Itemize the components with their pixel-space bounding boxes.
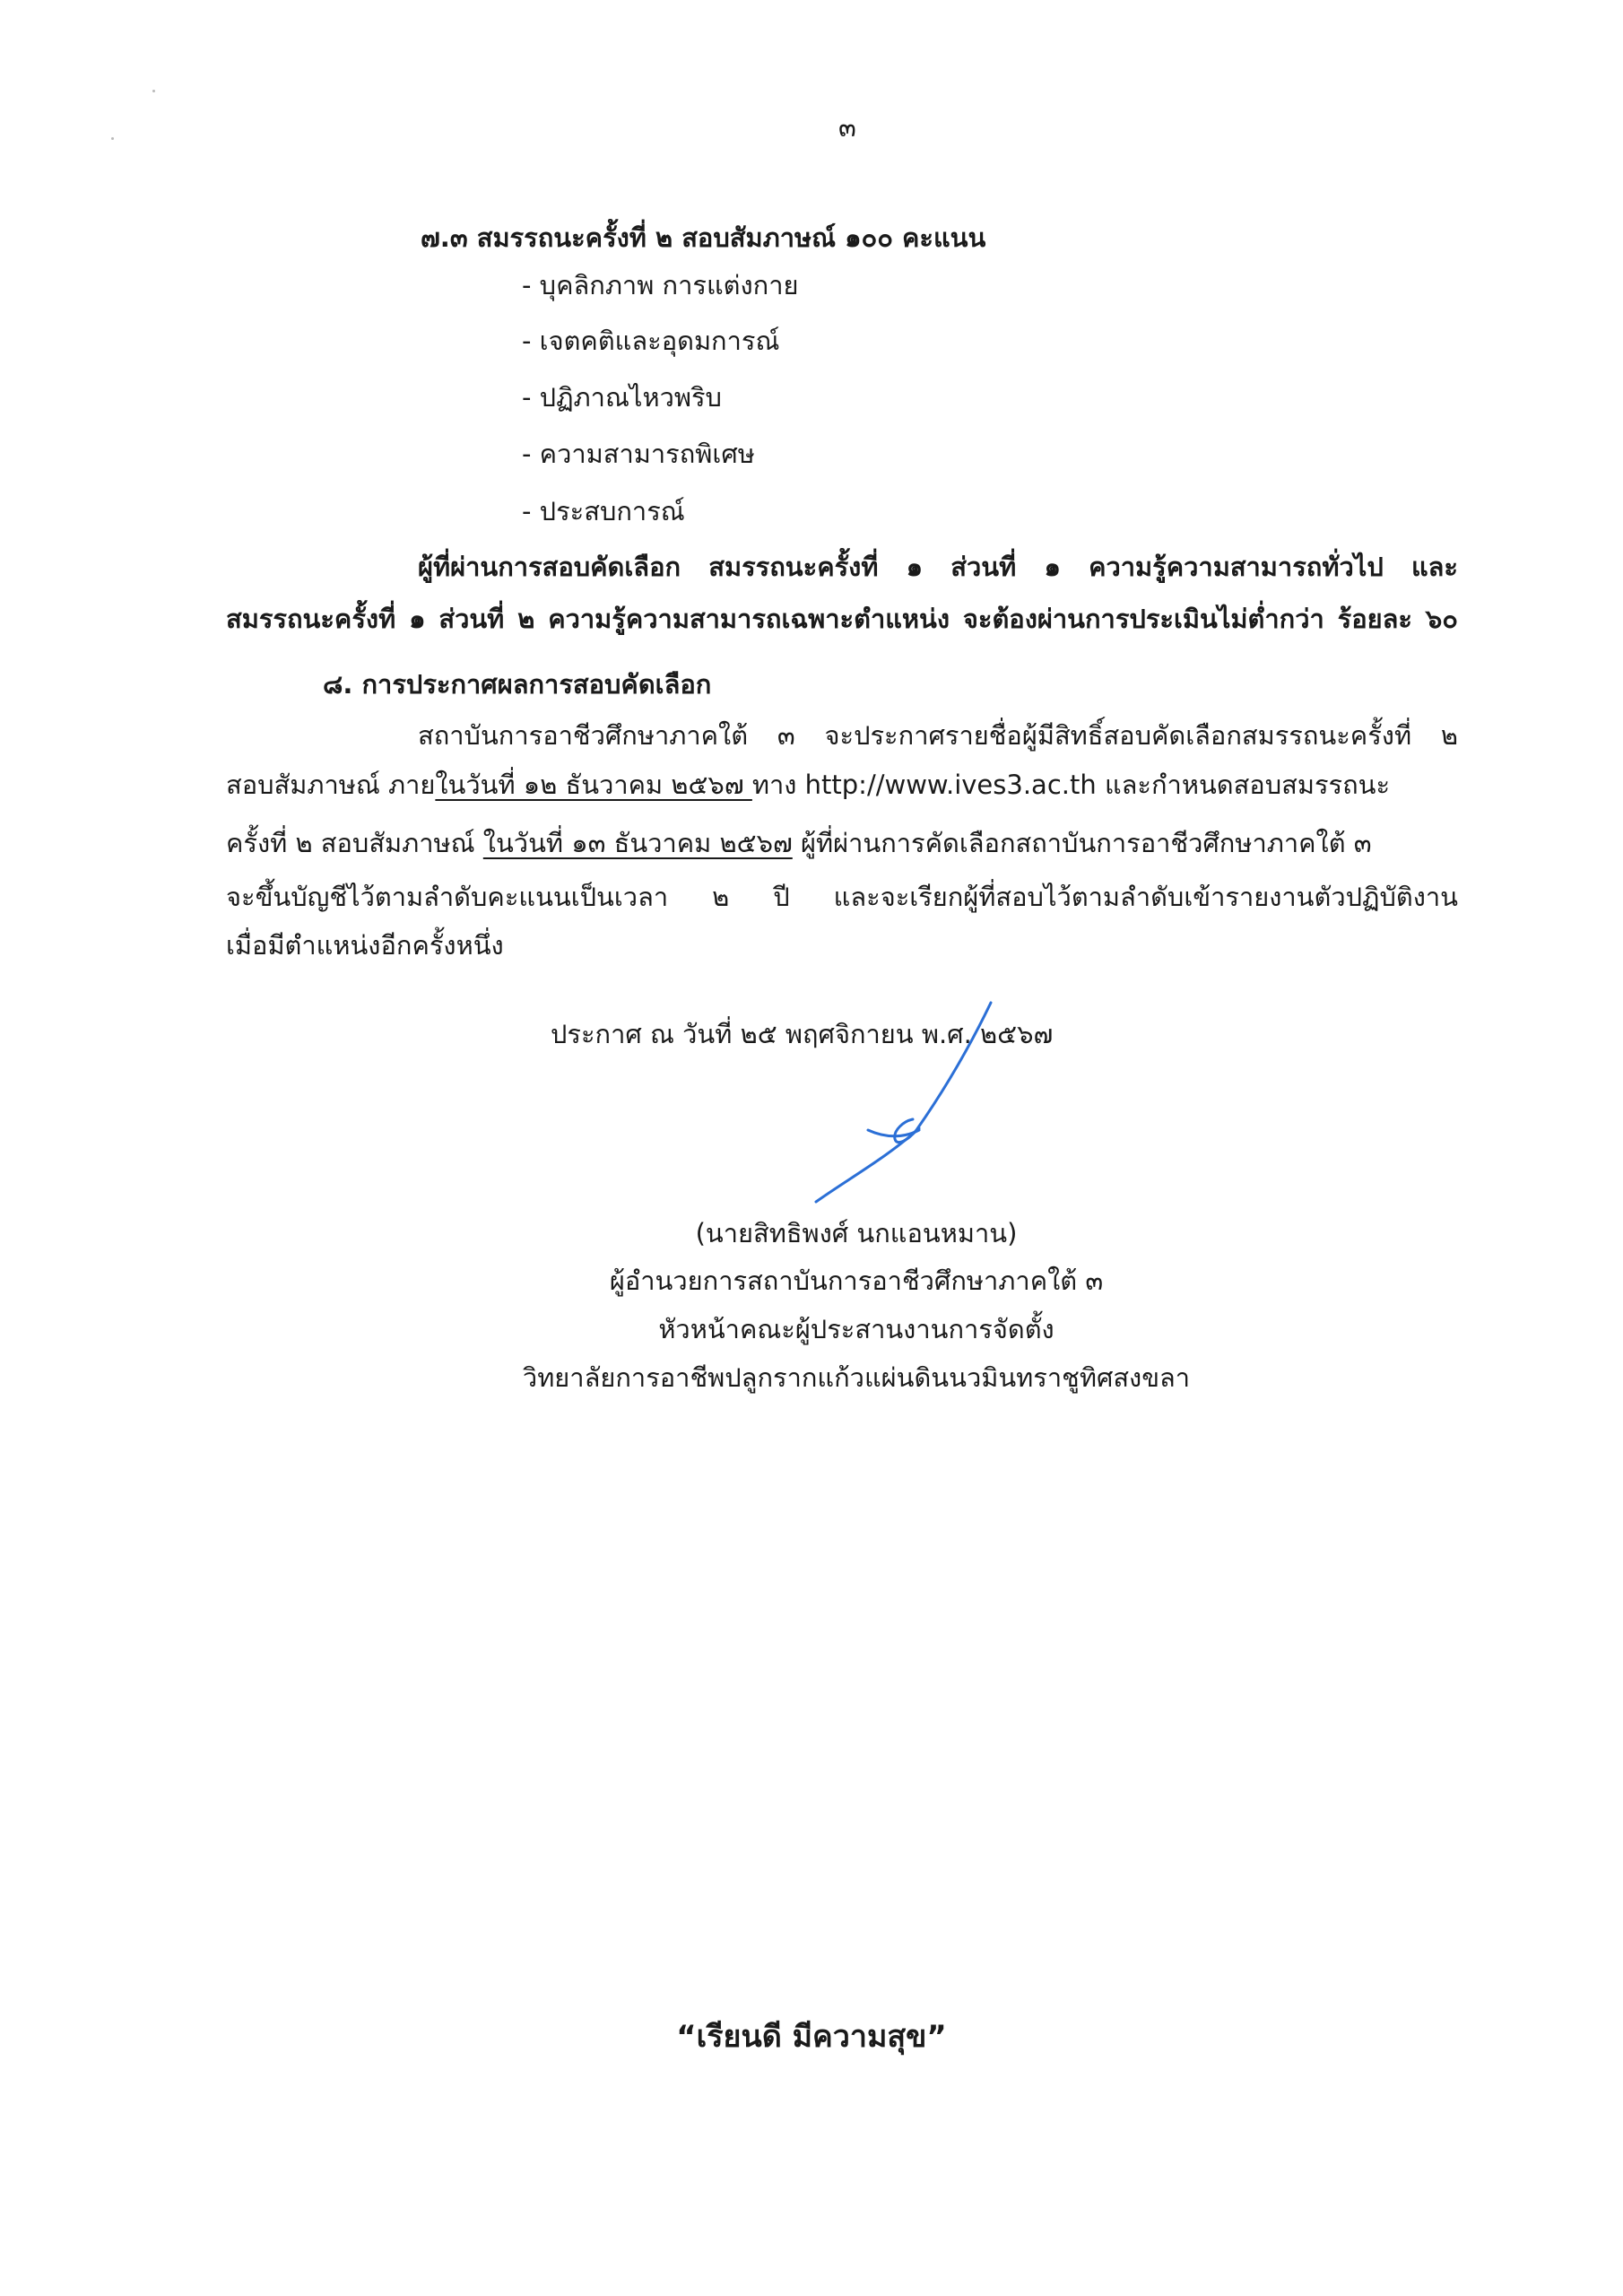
section-8-line-1: สถาบันการอาชีวศึกษาภาคใต้ ๓ จะประกาศรายชื่อผู้มีสิทธิ์สอบคัดเลือกสมรรถนะครั้งที่ ๒ (418, 720, 1458, 751)
section-7-3-heading: ๗.๓ สมรรถนะครั้งที่ ๒ สอบสัมภาษณ์ ๑๐๐ คะแนน (421, 222, 986, 253)
section-8-line-3 (226, 825, 1458, 861)
scan-speck (152, 90, 155, 92)
section-8-line-3-text: ครั้งที่ ๒ สอบสัมภาษณ์ (226, 828, 483, 858)
section-8-line-3-text-end: ผู้ที่ผ่านการคัดเลือกสถาบันการอาชีวศึกษาภาคใต้ ๓ (792, 828, 1372, 858)
motto: “เรียนดี มีความสุข” (676, 2019, 947, 2055)
signature (807, 996, 1022, 1211)
pass-criteria-line-2: สมรรถนะครั้งที่ ๑ ส่วนที่ ๒ ความรู้ความสามารถเฉพาะตำแหน่ง จะต้องผ่านการประเมินไม่ต่ำกว่า ร้อยละ ๖๐ (226, 604, 1458, 634)
page-number: ๓ (838, 112, 856, 143)
list-item: - ประสบการณ์ (522, 496, 685, 526)
pass-criteria-line-1: ผู้ที่ผ่านการสอบคัดเลือก สมรรถนะครั้งที่ ๑ ส่วนที่ ๑ ความรู้ความสามารถทั่วไป และ (418, 552, 1458, 582)
section-8-line-4: จะขึ้นบัญชีไว้ตามลำดับคะแนนเป็นเวลา ๒ ปี และจะเรียกผู้ที่สอบไว้ตามลำดับเข้ารายงานตัวปฏิบัติงาน (226, 882, 1458, 912)
signatory-title-2: หัวหน้าคณะผู้ประสานงานการจัดตั้ง (658, 1314, 1055, 1344)
list-item: - ความสามารถพิเศษ (522, 439, 755, 469)
list-item: - บุคลิกภาพ การแต่งกาย (522, 270, 799, 300)
section-8-line-2 (226, 767, 1458, 803)
signatory-name: (นายสิทธิพงศ์ นกแอนหมาน) (695, 1218, 1018, 1248)
signatory-title-3: วิทยาลัยการอาชีพปลูกรากแก้วแผ่นดินนวมินทราชูทิศสงขลา (522, 1362, 1191, 1393)
scan-speck (111, 137, 114, 140)
section-8-heading: ๘. การประกาศผลการสอบคัดเลือก (323, 669, 712, 700)
interview-result-date: ในวันที่ ๑๒ ธันวาคม ๒๕๖๗ (435, 770, 752, 800)
section-8-line-2-text: สอบสัมภาษณ์ ภาย (226, 770, 436, 800)
section-8-line-2-text-end: ทาง http://www.ives3.ac.th และกำหนดสอบสมรรถนะ (751, 770, 1391, 800)
announcement-date: ประกาศ ณ วันที่ ๒๕ พฤศจิกายน พ.ศ. ๒๕๖๗ (551, 1019, 1054, 1049)
signatory-title-1: ผู้อำนวยการสถาบันการอาชีวศึกษาภาคใต้ ๓ (609, 1265, 1104, 1296)
list-item: - ปฏิภาณไหวพริบ (522, 382, 722, 413)
section-8-line-5: เมื่อมีตำแหน่งอีกครั้งหนึ่ง (226, 930, 504, 961)
interview-date: ในวันที่ ๑๓ ธันวาคม ๒๕๖๗ (482, 828, 793, 858)
list-item: - เจตคติและอุดมการณ์ (522, 326, 780, 356)
